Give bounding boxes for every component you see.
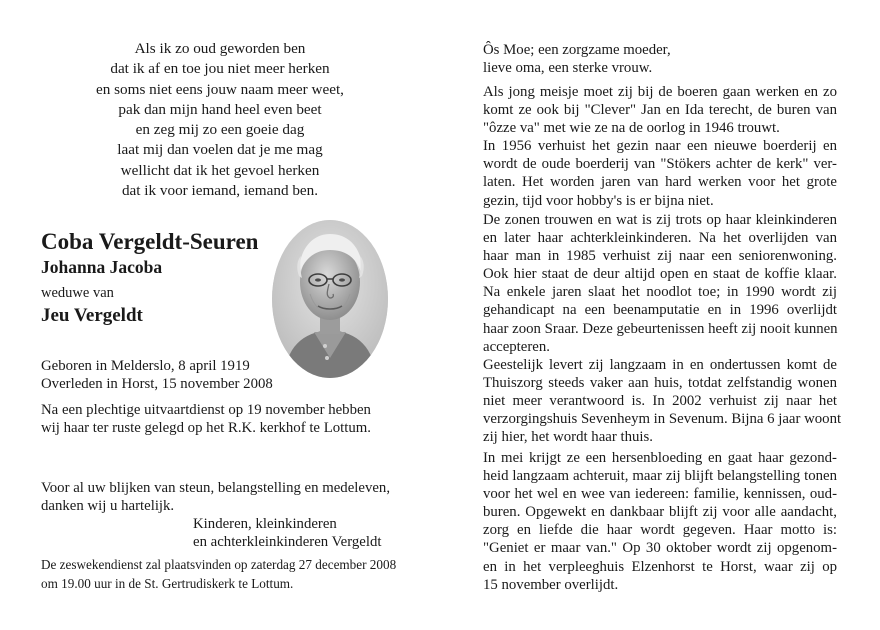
bio-line: Geestelijk levert zij langzaam in en ondertussen komt de [483,356,837,373]
widow-label: weduwe van [41,285,114,301]
bio-line: niet meer verantwoord is. In 2002 verhuist zij naar het [483,392,837,409]
poem-line: wellicht dat ik het gevoel herken [120,161,320,179]
funeral-line: Na een plechtige uitvaartdienst op 19 november hebben [41,402,371,418]
funeral-text [41,401,371,437]
bio-line: komt ze ook bij "Clever" Jan en Ida terecht, de buren van [483,102,837,119]
bio-line: Ook hier staat de deur altijd open en staat de koffie klaar. [483,266,837,283]
service-line: De zeswekendienst zal plaatsvinden op zaterdag 27 december 2008 [41,557,397,572]
family-signature [193,515,381,551]
bio-paragraph-1 [483,83,837,210]
bio-line: verzorgingshuis Sevenheym in Sevenum. Bijna 6 jaar woont [483,411,842,428]
bio-line: haar zoon Sraar. Deze gebeurtenissen heeft zij nooit kunnen [483,320,838,337]
funeral-line: wij haar ter ruste gelegd op het R.K. kerkhof te Lottum. [41,420,371,436]
bio-line: haar man in 1985 verhuist zij naar een seniorenwoning. [483,248,837,265]
thanks-text [41,479,390,515]
bio-line: Thuiszorg steeds vaker aan huis, totdat zelfstandig wonen [483,374,837,391]
bio-line: gehandicapt na een beenamputatie en in 1996 overlijdt [483,302,837,319]
bio-line: heid langzaam achteruit, maar zij blijft belangstelling tonen [483,468,837,485]
bio-paragraph-3 [483,449,837,594]
portrait-image [272,220,388,378]
thanks-line: danken wij u hartelijk. [41,498,175,514]
family-line: en achterkleinkinderen Vergeldt [193,534,382,550]
poem-line: laat mij dan voelen dat je me mag [117,141,323,159]
bio-line: Als jong meisje moet zij bij de boeren gaan werken en zo [483,84,837,100]
poem-line: en zeg mij zo een goeie dag [135,121,305,139]
bio-line: gezin, tijd voor hobby's is er bijna niet. [483,192,714,209]
service-notice [41,555,396,593]
right-panel [440,0,880,630]
bio-line: wordt de oude boerderij van "Stökers achter de kerk" ver- [483,156,837,173]
poem-line: Als ik zo oud geworden ben [134,40,306,57]
portrait-photo [272,220,388,378]
bio-line: Na enkele jaren slaat het noodlot toe; in 1990 wordt zij [483,284,837,301]
bio-line: laten. Het worden jaren van hard werken voor het grote [483,174,837,191]
life-dates [41,357,273,393]
deceased-name: Coba Vergeldt-Seuren [41,229,259,254]
poem-line: pak dan mijn hand heel even beet [118,100,322,118]
birth-line: Geboren in Melderslo, 8 april 1919 [41,358,250,374]
bio-intro [483,41,837,77]
poem-line: dat ik af en toe jou niet meer herken [110,60,330,78]
bio-line: "Geniet er maar van." Op 30 oktober wordt zij opgenom- [483,540,837,557]
given-names: Johanna Jacoba [41,257,163,277]
poem-line: en soms niet eens jouw naam meer weet, [96,80,344,98]
death-line: Overleden in Horst, 15 november 2008 [41,376,273,392]
poem [40,39,400,201]
bio-line: In mei krijgt ze een hersenbloeding en gaat haar gezond- [483,450,837,466]
bio-line: voor het wel en wee van iedereen: familie, kennissen, oud- [483,486,837,503]
poem-line: dat ik voor iemand, iemand ben. [121,182,319,200]
bio-line: "ôzze va" met wie ze na de oorlog in 1946 trouwt. [483,120,780,137]
husband-name: Jeu Vergeldt [41,305,143,326]
bio-line: zorg en liefde die haar wordt gegeven. Haar motto is: [483,522,837,539]
bio-line: en later haar achterkleinkinderen. Na het overlijden van [483,230,837,247]
bio-line: zij hier, het wordt haar thuis. [483,429,653,446]
bio-paragraph-2 [483,211,842,446]
bio-line: lieve oma, een sterke vrouw. [483,60,653,77]
bio-line: 15 november overlijdt. [483,576,619,593]
bio-line: en in het verpleeghuis Elzenhorst te Horst, waar zij op [483,558,837,575]
bio-line: De zonen trouwen en wat is zij trots op haar kleinkinderen [483,212,837,228]
bio-line: accepteren. [483,338,550,355]
thanks-line: Voor al uw blijken van steun, belangstelling en medeleven, [41,480,391,496]
bio-line: Ôs Moe; een zorgzame moeder, [483,42,671,58]
bio-line: In 1956 verhuist het gezin naar een nieuwe boerderij en [483,138,837,155]
service-line: om 19.00 uur in de St. Gertrudiskerk te Lottum. [41,576,294,591]
family-line: Kinderen, kleinkinderen [193,516,337,532]
bio-line: buren. Opgewekt en dankbaar blijft zij voor alle aandacht, [483,504,837,521]
